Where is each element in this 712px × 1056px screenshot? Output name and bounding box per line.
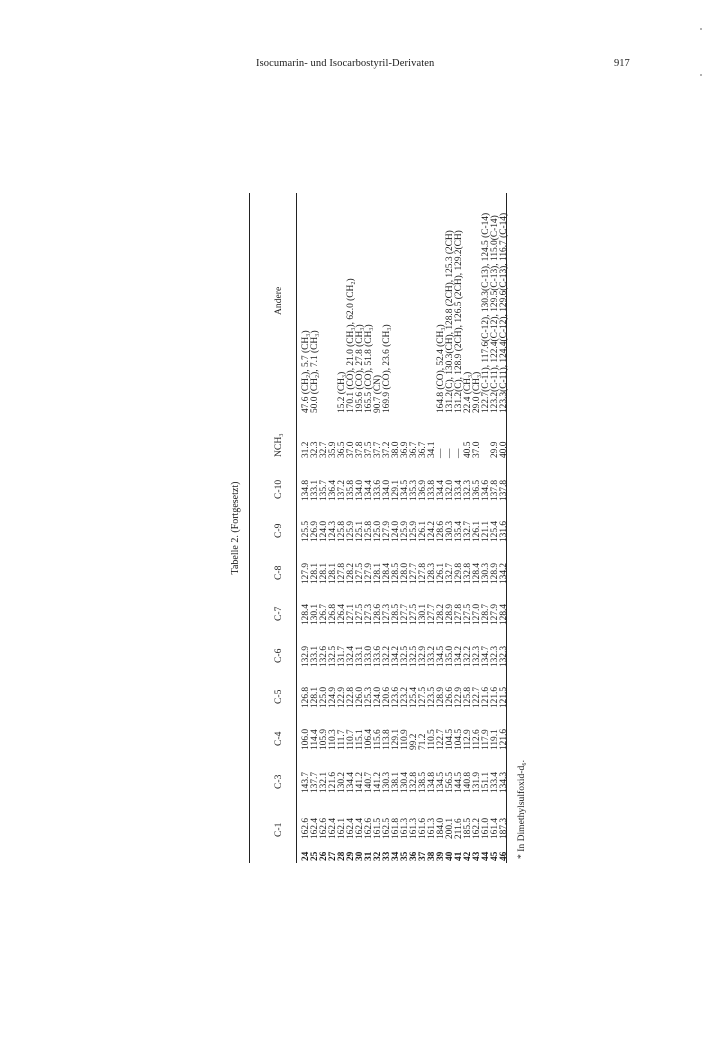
cell-c1: 162.4: [346, 817, 356, 839]
compound-number: 44: [481, 851, 491, 861]
cell-c7: 126.7: [319, 603, 329, 625]
cell-c5: 122.9: [454, 686, 464, 708]
cell-nch3: 36.9: [400, 441, 410, 458]
cell-c5: 121.5: [499, 686, 509, 708]
cell-c9: 126.9: [310, 520, 320, 542]
cell-c6: 132.9: [301, 645, 311, 667]
cell-c8: 128.4: [382, 562, 392, 584]
cell-c8: 127.7: [409, 562, 419, 584]
cell-c7: 127.5: [409, 603, 419, 625]
cell-c5: 127.5: [418, 686, 428, 708]
cell-c10: 134.4: [364, 479, 374, 501]
cell-c7: 126.4: [337, 603, 347, 625]
cell-nch3: 31.2: [301, 441, 311, 458]
cell-c8: 128.5: [391, 562, 401, 584]
cell-c10: 137.2: [337, 479, 347, 501]
cell-c7: 127.3: [364, 603, 374, 625]
cell-c9: 126.1: [472, 520, 482, 542]
table-row: [499, 193, 509, 863]
cell-c7: 127.1: [346, 603, 356, 625]
cell-c1: 162.4: [355, 817, 365, 839]
cell-c7: 128.7: [481, 603, 491, 625]
cell-nch3: 35.9: [328, 441, 338, 458]
cell-c1: 185.5: [463, 817, 473, 839]
cell-c6: 134.7: [481, 645, 491, 667]
cell-c6: 132.5: [328, 645, 338, 667]
cell-c9: 124.0: [319, 520, 329, 542]
cell-nch3: 34.1: [427, 441, 437, 458]
cell-c4: 115.1: [355, 729, 365, 750]
cell-c4: 115.6: [373, 729, 383, 750]
compound-number: 34: [391, 851, 401, 861]
cell-c10: 132.3: [463, 479, 473, 501]
cell-c3: 130.2: [337, 771, 347, 793]
cell-c1: 161.3: [427, 817, 437, 839]
cell-c6: 133.1: [355, 645, 365, 667]
cell-c4: 110.7: [346, 729, 356, 750]
cell-c9: 131.6: [499, 520, 509, 542]
cell-c9: 128.6: [436, 520, 446, 542]
cell-c1: 162.6: [319, 817, 329, 839]
cell-c9: 127.9: [382, 520, 392, 542]
cell-c7: 126.8: [328, 603, 338, 625]
cell-c1: 161.5: [373, 817, 383, 839]
cell-c5: 128.9: [436, 686, 446, 708]
cell-c7: 127.5: [355, 603, 365, 625]
cell-c9: 125.1: [355, 520, 365, 542]
cell-c7: 127.7: [400, 603, 410, 625]
compound-number: 39: [436, 851, 446, 861]
cell-c6: 133.1: [310, 645, 320, 667]
cell-nch3: 37.0: [346, 441, 356, 458]
cell-c6: 132.9: [418, 645, 428, 667]
cell-c10: 134.0: [355, 479, 365, 501]
cell-c8: 134.2: [499, 562, 509, 584]
cell-c5: 126.8: [301, 686, 311, 708]
compound-number: 36: [409, 851, 419, 861]
compound-number: 42: [463, 851, 473, 861]
cell-c8: 128.0: [400, 562, 410, 584]
cell-c8: 127.9: [364, 562, 374, 584]
cell-nch3: —: [454, 448, 464, 458]
cell-nch3: 32.3: [310, 441, 320, 458]
cell-c8: 128.4: [472, 562, 482, 584]
cell-c7: 128.5: [391, 603, 401, 625]
cell-c10: 134.5: [400, 479, 410, 501]
cell-c8: 127.9: [301, 562, 311, 584]
cell-c4: 106.0: [301, 728, 311, 750]
cell-c4: 117.9: [481, 729, 491, 750]
cell-c10: 133.4: [454, 479, 464, 501]
cell-c8: 132.8: [463, 562, 473, 584]
cell-nch3: 40.0: [499, 441, 509, 458]
cell-c1: 161.6: [418, 817, 428, 839]
compound-number: 30: [355, 851, 365, 861]
cell-c6: 134.2: [454, 645, 464, 667]
cell-c9: 126.1: [418, 520, 428, 542]
cell-nch3: 37.8: [355, 441, 365, 458]
margin-dot: [700, 74, 702, 76]
column-header-c9: C-9: [273, 523, 284, 538]
column-header-c8: C-8: [273, 565, 284, 580]
cell-c7: 127.7: [427, 603, 437, 625]
table-caption: Tabelle 2. (Fortgesetzt): [230, 481, 241, 575]
cell-c7: 128.4: [499, 603, 509, 625]
cell-c7: 128.2: [436, 603, 446, 625]
top-rule: [249, 193, 250, 863]
cell-c5: 121.6: [481, 686, 491, 708]
cell-c1: 211.6: [454, 818, 464, 839]
cell-c5: 125.4: [409, 686, 419, 708]
cell-nch3: 36.7: [418, 441, 428, 458]
cell-c4: 114.4: [310, 729, 320, 750]
running-head: [0, 58, 712, 78]
cell-c3: 140.8: [463, 771, 473, 793]
header-rule: [296, 193, 297, 863]
cell-c8: 128.9: [490, 562, 500, 584]
cell-c9: 124.3: [328, 520, 338, 542]
cell-c8: 130.3: [481, 562, 491, 584]
cell-c9: 121.1: [481, 520, 491, 542]
compound-number: 43: [472, 851, 482, 861]
running-head-title: Isocumarin- und Isocarbostyril-Derivaten: [256, 58, 435, 69]
cell-c1: 162.1: [337, 817, 347, 839]
page-number: 917: [614, 58, 630, 69]
cell-c9: 125.4: [490, 520, 500, 542]
cell-c6: 135.0: [445, 645, 455, 667]
cell-c4: 121.6: [499, 728, 509, 750]
cell-andere: 195.6 (CO), 27.8 (CH₃): [355, 324, 365, 413]
cell-andere: 164.8 (CO), 52.4 (CH₃): [436, 324, 446, 413]
compound-number: 33: [382, 851, 392, 861]
cell-nch3: 37.5: [364, 441, 374, 458]
cell-c9: 125.0: [373, 520, 383, 542]
column-header-c4: C-4: [273, 731, 284, 746]
cell-c3: 131.9: [472, 771, 482, 793]
cell-c10: 137.8: [490, 479, 500, 501]
cell-c7: 127.9: [490, 603, 500, 625]
compound-number: 24: [301, 851, 311, 861]
column-header-c1: C-1: [273, 822, 284, 837]
cell-c5: 125.3: [364, 686, 374, 708]
cell-c7: 127.5: [463, 603, 473, 625]
cell-c8: 128.1: [310, 562, 320, 584]
cell-c10: 135.7: [319, 479, 329, 501]
compound-number: 41: [454, 851, 464, 861]
cell-c9: 135.4: [454, 520, 464, 542]
cell-c9: 125.8: [364, 520, 374, 542]
cell-c10: 133.1: [310, 479, 320, 501]
cell-c5: 120.6: [382, 686, 392, 708]
cell-c8: 128.1: [319, 562, 329, 584]
cell-andere: 131.2(C), 130.3(CH), 128.8 (2CH), 125.3 (2CH): [445, 230, 455, 413]
cell-nch3: 29.9: [490, 441, 500, 458]
cell-c5: 126.6: [445, 686, 455, 708]
cell-c9: 124.2: [427, 520, 437, 542]
cell-c3: 138.1: [391, 771, 401, 793]
cell-c8: 132.7: [445, 562, 455, 584]
cell-c10: 136.4: [328, 479, 338, 501]
cell-c4: 113.8: [382, 729, 392, 750]
compound-number: 26: [319, 851, 329, 861]
cell-c6: 133.0: [364, 645, 374, 667]
cell-andere: 165.5 (CO), 51.8 (CH₃): [364, 324, 374, 413]
compound-number: 37: [418, 851, 428, 861]
cell-c8: 127.8: [418, 562, 428, 584]
cell-c8: 128.2: [346, 562, 356, 584]
cell-c3: 134.5: [436, 771, 446, 793]
cell-c10: 137.8: [499, 479, 509, 501]
cell-andere: 131.2(C), 128.9 (2CH), 126.5 (2CH), 129.2(CH): [454, 230, 464, 413]
cell-c5: 125.0: [319, 686, 329, 708]
cell-c1: 161.0: [481, 817, 491, 839]
cell-c4: 105.9: [319, 728, 329, 750]
cell-c3: 141.2: [373, 771, 383, 793]
cell-c6: 132.5: [409, 645, 419, 667]
cell-c4: 112.6: [472, 729, 482, 750]
cell-andere: 47.6 (CH₂), 5.7 (CH₃): [301, 330, 311, 413]
cell-andere: 22.4 (CH₃): [463, 371, 473, 413]
cell-c4: 111.7: [337, 729, 347, 750]
cell-c10: 135.3: [409, 479, 419, 501]
column-header-c7: C-7: [273, 606, 284, 621]
table-footnote: * In Dimethylsulfoxid-d₆.: [516, 759, 527, 859]
cell-c4: 119.1: [490, 729, 500, 750]
cell-c10: 136.5: [472, 479, 482, 501]
compound-number: 27: [328, 851, 338, 861]
cell-c4: 99.2: [409, 733, 419, 750]
cell-c5: 122.8: [346, 686, 356, 708]
cell-nch3: 37.7: [373, 441, 383, 458]
cell-c9: 132.7: [463, 520, 473, 542]
cell-andere: 29.0 (CH₃): [472, 371, 482, 413]
cell-c1: 162.4: [328, 817, 338, 839]
compound-number: 31: [364, 851, 374, 861]
cell-c6: 132.4: [346, 645, 356, 667]
cell-c4: 104.5: [445, 728, 455, 750]
cell-c1: 161.3: [409, 817, 419, 839]
compound-number: 29: [346, 851, 356, 861]
cell-c8: 128.1: [328, 562, 338, 584]
compound-number: 38: [427, 851, 437, 861]
cell-c3: 121.6: [328, 771, 338, 793]
compound-number: 25: [310, 851, 320, 861]
cell-nch3: 38.0: [391, 441, 401, 458]
cell-c5: 123.5: [427, 686, 437, 708]
cell-c3: 137.7: [310, 771, 320, 793]
cell-c5: 124.0: [373, 686, 383, 708]
margin-dot: [700, 28, 702, 30]
cell-c6: 133.6: [373, 645, 383, 667]
cell-c6: 132.6: [319, 645, 329, 667]
cell-c3: 134.3: [499, 771, 509, 793]
cell-c3: 141.2: [355, 771, 365, 793]
cell-c10: 132.0: [445, 479, 455, 501]
cell-nch3: 37.2: [382, 441, 392, 458]
cell-c4: 104.5: [454, 728, 464, 750]
cell-c5: 122.7: [472, 686, 482, 708]
cell-c5: 124.9: [328, 686, 338, 708]
cell-c3: 151.1: [481, 771, 491, 793]
cell-c6: 133.2: [427, 645, 437, 667]
compound-number: 35: [400, 851, 410, 861]
cell-c8: 128.1: [373, 562, 383, 584]
cell-c8: 127.5: [355, 562, 365, 584]
cell-c4: 71.2: [418, 733, 428, 750]
cell-c10: 129.1: [391, 479, 401, 501]
compound-number: 40: [445, 851, 455, 861]
cell-c5: 123.2: [400, 686, 410, 708]
cell-c4: 106.4: [364, 728, 374, 750]
cell-c5: 128.1: [310, 686, 320, 708]
cell-c1: 187.3: [499, 817, 509, 839]
cell-c3: 132.1: [319, 771, 329, 793]
cell-c3: 134.8: [427, 771, 437, 793]
cell-nch3: 40.5: [463, 441, 473, 458]
cell-c3: 144.5: [454, 771, 464, 793]
cell-andere: 50.0 (CH₂), 7.1 (CH₃): [310, 330, 320, 413]
cell-c1: 162.2: [472, 817, 482, 839]
cell-andere: 169.9 (CO), 23.6 (CH₃): [382, 324, 392, 413]
cell-c6: 132.3: [472, 645, 482, 667]
cell-andere: 170.1 (CO), 21.0 (CH₃), 62.0 (CH₂): [346, 278, 356, 413]
cell-c7: 130.1: [418, 603, 428, 625]
cell-nch3: 36.5: [337, 441, 347, 458]
column-header-c6: C-6: [273, 648, 284, 663]
column-header-c3: C-3: [273, 774, 284, 789]
cell-c7: 128.9: [445, 603, 455, 625]
cell-c9: 124.0: [391, 520, 401, 542]
cell-c1: 162.6: [301, 817, 311, 839]
cell-c7: 130.1: [310, 603, 320, 625]
compound-number: 45: [490, 851, 500, 861]
cell-c1: 162.5: [382, 817, 392, 839]
column-header-nch3: NCH₃: [273, 433, 284, 457]
cell-c1: 161.4: [490, 817, 500, 839]
cell-c10: 134.6: [481, 479, 491, 501]
cell-c3: 132.8: [409, 771, 419, 793]
cell-c9: 125.9: [346, 520, 356, 542]
cell-c1: 162.6: [364, 817, 374, 839]
cell-nch3: 37.0: [472, 441, 482, 458]
cell-c9: 130.3: [445, 520, 455, 542]
cell-c10: 133.6: [373, 479, 383, 501]
cell-c3: 130.3: [382, 771, 392, 793]
cell-c6: 132.3: [490, 645, 500, 667]
cell-c9: 125.8: [337, 520, 347, 542]
cell-c10: 134.4: [436, 479, 446, 501]
column-header-c5: C-5: [273, 689, 284, 704]
cell-nch3: —: [436, 448, 446, 458]
cell-andere: 123.3(C-11), 124.4(C-12), 129.6(C-13), 116.7 (C-14): [499, 212, 509, 413]
cell-andere: 123.2(C-11), 122.4(C-12), 129.5(C-13), 115.0(C-14): [490, 215, 500, 413]
cell-c3: 156.5: [445, 771, 455, 793]
cell-c6: 134.2: [391, 645, 401, 667]
cell-c3: 134.4: [346, 771, 356, 793]
cell-c1: 200.1: [445, 817, 455, 839]
cell-c1: 162.4: [310, 817, 320, 839]
cell-nch3: 36.7: [409, 441, 419, 458]
cell-nch3: —: [445, 448, 455, 458]
compound-number: 28: [337, 851, 347, 861]
column-header-andere: Andere: [273, 286, 284, 315]
cell-c7: 127.3: [382, 603, 392, 625]
cell-c5: 123.6: [391, 686, 401, 708]
cell-c6: 134.5: [436, 645, 446, 667]
cell-c10: 133.8: [427, 479, 437, 501]
cell-c1: 161.8: [391, 817, 401, 839]
cell-c4: 110.3: [328, 729, 338, 750]
rotated-table: [230, 193, 526, 863]
cell-c8: 126.1: [436, 562, 446, 584]
cell-c8: 128.3: [427, 562, 437, 584]
cell-c7: 127.8: [454, 603, 464, 625]
cell-c7: 128.4: [301, 603, 311, 625]
cell-c5: 125.8: [463, 686, 473, 708]
cell-c10: 134.0: [382, 479, 392, 501]
cell-c9: 125.5: [301, 520, 311, 542]
cell-c10: 134.8: [301, 479, 311, 501]
cell-c10: 135.8: [346, 479, 356, 501]
cell-andere: 90.7 (CN): [373, 374, 383, 413]
cell-andere: 122.7(C-11), 117.6(C-12), 130.3(C-13), 124.5 (C-14): [481, 212, 491, 413]
cell-andere: 15.2 (CH₃): [337, 371, 347, 413]
cell-c3: 133.4: [490, 771, 500, 793]
cell-c4: 129.1: [391, 728, 401, 750]
cell-c8: 127.8: [337, 562, 347, 584]
cell-c3: 130.4: [400, 771, 410, 793]
bottom-rule: [506, 193, 507, 863]
cell-c1: 161.3: [400, 817, 410, 839]
cell-c6: 132.2: [463, 645, 473, 667]
cell-c9: 125.9: [409, 520, 419, 542]
compound-number: 46: [499, 851, 509, 861]
compound-number: 32: [373, 851, 383, 861]
cell-c4: 110.9: [400, 729, 410, 750]
cell-c7: 127.0: [472, 603, 482, 625]
cell-nch3: 32.7: [319, 441, 329, 458]
cell-c9: 125.9: [400, 520, 410, 542]
cell-c6: 131.7: [337, 645, 347, 667]
cell-c3: 143.7: [301, 771, 311, 793]
cell-c3: 140.7: [364, 771, 374, 793]
cell-c4: 112.9: [463, 729, 473, 750]
cell-c6: 132.5: [400, 645, 410, 667]
cell-c5: 121.6: [490, 686, 500, 708]
cell-c3: 138.5: [418, 771, 428, 793]
cell-c10: 136.9: [418, 479, 428, 501]
cell-c4: 122.7: [436, 728, 446, 750]
cell-c6: 132.3: [499, 645, 509, 667]
column-header-c10: C-10: [273, 479, 284, 499]
cell-c6: 132.2: [382, 645, 392, 667]
cell-c1: 184.0: [436, 817, 446, 839]
cell-c5: 122.9: [337, 686, 347, 708]
cell-c8: 129.8: [454, 562, 464, 584]
cell-c4: 110.5: [427, 729, 437, 750]
cell-c5: 126.0: [355, 686, 365, 708]
cell-c7: 128.6: [373, 603, 383, 625]
